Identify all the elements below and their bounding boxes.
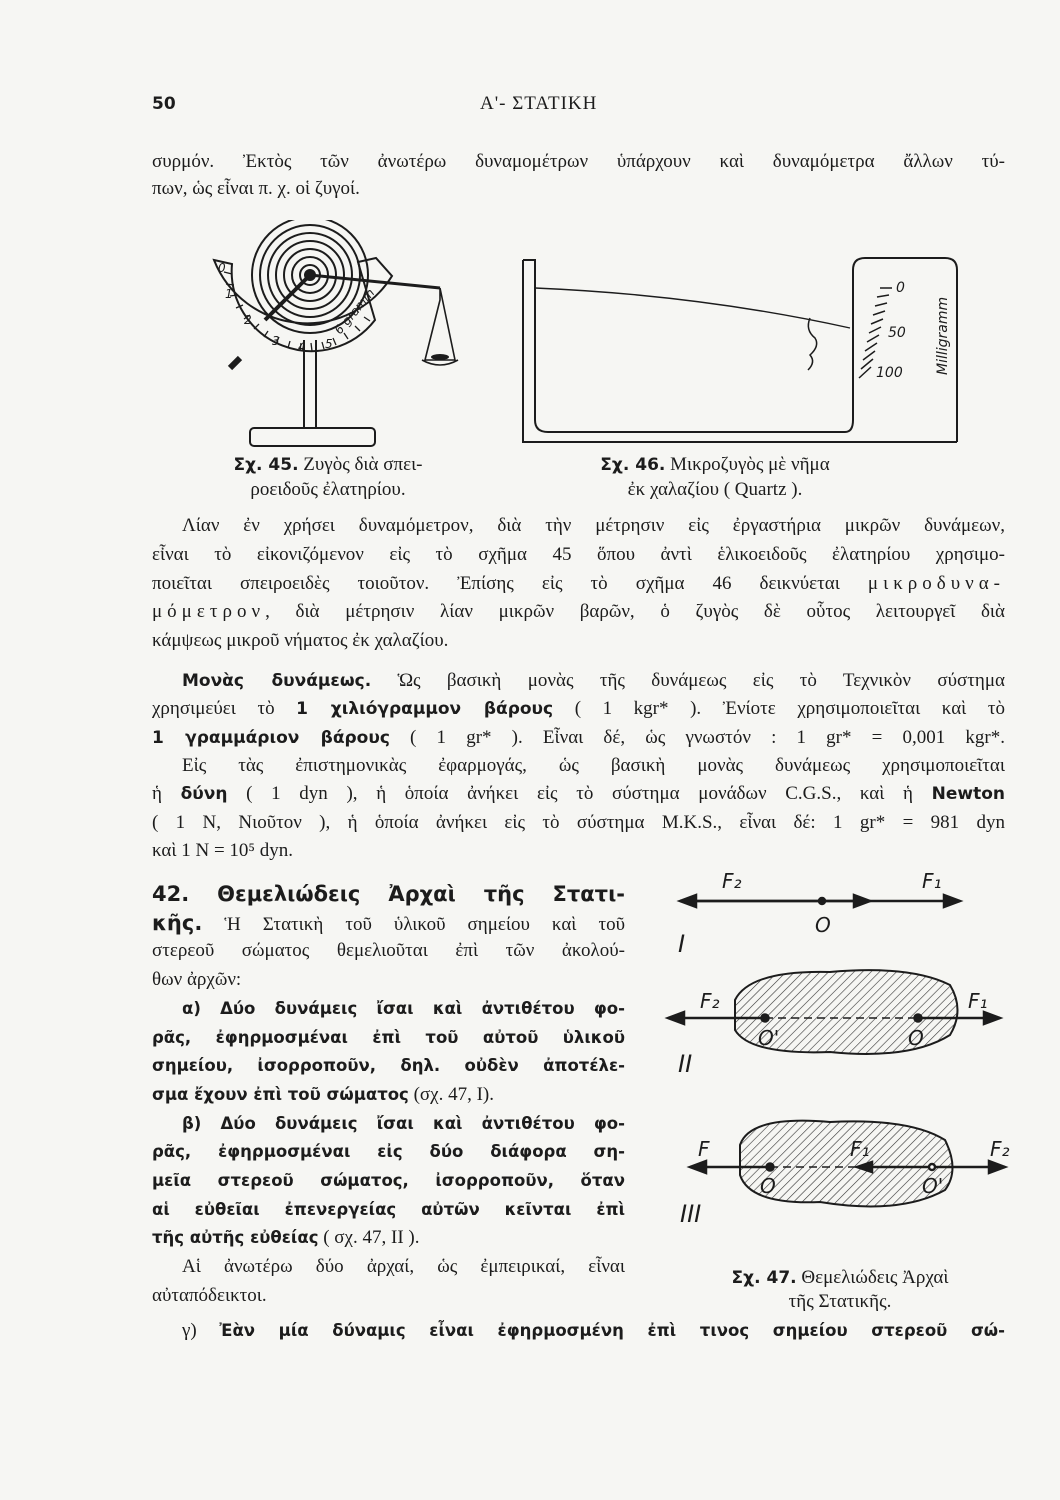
unit-label: Milligramm: [935, 296, 951, 375]
quartz-fiber: [535, 288, 850, 328]
diagram-III: [680, 1121, 1010, 1228]
text-line: [152, 695, 1005, 723]
scale-label: 100: [876, 365, 903, 381]
text-line: [182, 667, 1005, 695]
text-run: Θεμελιώδεις Ἀρχαὶ: [796, 1267, 949, 1288]
text-line: [152, 966, 625, 995]
text-line: [152, 541, 1005, 570]
emphasis-run: σημείου, ἰσορροποῦν, δηλ. οὐδὲν ἀποτέλε-: [152, 1056, 625, 1076]
figure-45-spiral-balance: [200, 220, 460, 460]
text-line: [152, 1224, 625, 1253]
running-title: Α'- ΣΤΑΤΙΚΗ: [480, 93, 598, 114]
text-run: χρησιμεύει τὸ: [152, 698, 297, 720]
emphasis-run: μεῖα στερεοῦ σώματος, ἰσορροποῦν, ὅταν: [152, 1171, 625, 1190]
text-run: ( 1 dyn ), ἡ ὁποία ἀνήκει εἰς τὸ σύστημα μονάδων C.G.S., καὶ ἡ: [227, 783, 932, 805]
emphasis-run: μόμετρον: [152, 601, 266, 623]
emphasis-run: 1 γραμμάριον βάρους: [152, 727, 390, 748]
text-line: [182, 1253, 625, 1282]
text-run: ἡ: [152, 783, 181, 805]
roman-numeral: III: [680, 1200, 702, 1228]
emphasis-run: σμα ἔχουν ἐπὶ τοῦ σώματος: [152, 1084, 409, 1104]
scale-label: 50: [888, 325, 906, 341]
emphasis-run: Σχ. 45.: [233, 455, 299, 475]
text-line: [152, 1282, 625, 1311]
text-line: [182, 1110, 625, 1139]
emphasis-run: αἱ εὐθεῖαι ἐπενεργείας αὐτῶν κεῖνται ἐπὶ: [152, 1199, 625, 1219]
text-run: ἐκ χαλαζίου ( Quartz ).: [627, 479, 803, 500]
point-label: O': [922, 1174, 944, 1198]
text-line: [152, 1081, 625, 1110]
text-line: [152, 148, 1005, 175]
text-run: ποιεῖται σπειροειδὲς τοιοῦτον. Ἐπίσης εἰς τὸ σχῆμα 46 δεικνύεται: [152, 572, 868, 594]
text-run: Ὡς βασικὴ μονὰς τῆς δυνάμεως εἰς τὸ Τεχνικὸν σύστημα: [371, 670, 1005, 691]
scale-label: 1: [225, 287, 233, 301]
emphasis-run: τῆς αὐτῆς εὐθείας: [152, 1228, 319, 1248]
point-label: O: [815, 913, 831, 937]
text-line: [585, 477, 845, 502]
text-line: [152, 1138, 625, 1167]
emphasis-run: κῆς.: [152, 910, 203, 935]
text-line: [152, 598, 1005, 627]
scale-label: 0: [218, 261, 226, 275]
force-label: F₁: [968, 989, 988, 1013]
emphasis-run: 1 χιλιόγραμμον βάρους: [296, 699, 554, 720]
force-label: F: [698, 1137, 710, 1161]
emphasis-run: μικροδυνα-: [867, 572, 1005, 594]
text-line: [700, 1290, 980, 1314]
emphasis-run: ρᾶς, ἐφηρμοσμέναι ἐπὶ τοῦ αὐτοῦ ὑλικοῦ: [152, 1027, 625, 1047]
scale-label: 2: [244, 313, 252, 327]
point-label: O': [758, 1026, 780, 1050]
force-label: F₂: [990, 1137, 1010, 1161]
emphasis-run: Σχ. 47.: [731, 1268, 797, 1288]
pointer: [265, 275, 310, 320]
scale-label: 3: [272, 334, 280, 348]
text-run: στερεοῦ σώματος θεμελιοῦται ἐπὶ τῶν ἀκολού-: [152, 940, 625, 962]
text-line: [152, 780, 1005, 808]
beam: [310, 275, 440, 288]
roman-numeral: I: [678, 930, 686, 958]
text-line: [152, 627, 1005, 656]
text-run: συρμόν. Ἐκτὸς τῶν ἀνωτέρω δυναμομέτρων ὑπάρχουν καὶ δυναμόμετρα ἄλλων τύ-: [152, 151, 1005, 172]
text-run: θων ἀρχῶν:: [152, 969, 242, 991]
emphasis-run: β) Δύο δυνάμεις ἴσαι καὶ ἀντιθέτου φο-: [182, 1113, 625, 1133]
emphasis-run: Σχ. 46.: [600, 455, 666, 475]
text-line: [152, 1052, 625, 1081]
text-line: [152, 1167, 625, 1196]
text-run: , διὰ μέτρησιν λίαν μικρῶν βαρῶν, ὁ ζυγὸς δὲ οὗτος λειτουργεῖ διὰ: [265, 601, 1005, 623]
point-label: O: [760, 1174, 776, 1198]
text-run: καὶ 1 N = 10⁵ dyn.: [152, 839, 294, 861]
text-run: Ζυγὸς διὰ σπει-: [298, 454, 423, 475]
force-label: F₁: [850, 1137, 870, 1161]
text-line: [182, 995, 625, 1024]
base: [250, 428, 375, 446]
hook: [808, 318, 817, 370]
roman-numeral: II: [678, 1050, 693, 1078]
text-run: γ): [182, 1320, 220, 1341]
emphasis-run: Ἐὰν μία δύναμις εἶναι ἐφηρμοσμένη ἐπὶ τινος σημείου στερεοῦ σώ-: [219, 1321, 1005, 1340]
text-line: [585, 452, 845, 477]
pan: [422, 288, 458, 365]
pointer-handle: [230, 358, 240, 368]
figure-47-principles: [660, 860, 1020, 1260]
scale-label: 5: [325, 337, 333, 351]
text-run: ροειδοῦς ἐλατηρίου.: [250, 479, 406, 500]
text-run: ( σχ. 47, II ).: [318, 1227, 420, 1249]
text-line: [152, 1196, 625, 1225]
emphasis-run: Newton: [931, 784, 1005, 805]
force-label: F₂: [722, 869, 742, 893]
text-run: τῆς Στατικῆς.: [788, 1291, 892, 1312]
text-line: [152, 175, 1005, 202]
emphasis-run: 42. Θεμελιώδεις Ἀρχαὶ τῆς Στατι-: [152, 882, 625, 906]
text-line: [152, 1024, 625, 1053]
text-run: Εἰς τὰς ἐπιστημονικὰς ἐφαρμογάς, ὡς βασικὴ μονὰς δυνάμεως χρησιμοποιεῖται: [182, 754, 1005, 776]
text-line: [198, 477, 458, 502]
text-run: αὐταπόδεικτοι.: [152, 1284, 267, 1306]
text-line: [700, 1266, 980, 1290]
text-line: [152, 909, 625, 938]
emphasis-run: α) Δύο δυνάμεις ἴσαι καὶ ἀντιθέτου φο-: [182, 998, 625, 1018]
point-label: O: [908, 1026, 924, 1050]
text-line: [152, 570, 1005, 599]
text-run: κάμψεως μικροῦ νήματος ἐκ χαλαζίου.: [152, 630, 449, 652]
text-line: [182, 1316, 1005, 1345]
text-run: ( 1 gr* ). Εἶναι δέ, ὡς γνωστόν : 1 gr* = 0,001 kgr*.: [389, 726, 1005, 748]
force-label: F₂: [700, 989, 720, 1013]
text-run: Μικροζυγὸς μὲ νῆμα: [665, 454, 830, 475]
frame: [523, 258, 957, 442]
emphasis-run: Μονὰς δυνάμεως.: [182, 671, 372, 691]
figure-46-microbalance: [520, 250, 970, 450]
text-line: [182, 752, 1005, 780]
stand: [304, 340, 316, 428]
text-run: Λίαν ἐν χρήσει δυναμόμετρον, διὰ τὴν μέτρησιν εἰς ἐργαστήρια μικρῶν δυνάμεων,: [182, 515, 1005, 536]
text-run: Αἱ ἀνωτέρω δύο ἀρχαί, ὡς ἐμπειρικαί, εἶναι: [182, 1256, 625, 1278]
text-run: πων, ὡς εἶναι π. χ. οἱ ζυγοί.: [152, 178, 360, 199]
diagram-I: [678, 869, 960, 958]
scale-label: 6 gramm: [331, 285, 378, 337]
text-line: [182, 512, 1005, 541]
text-run: εἶναι τὸ εἰκονιζόμενον εἰς τὸ σχῆμα 45 ὅπου ἀντὶ ἑλικοειδοῦς ἐλατηρίου χρησιμο-: [152, 543, 1005, 565]
diagram-II: [668, 970, 1000, 1078]
text-run: ( 1 kgr* ). Ἐνίοτε χρησιμοποιεῖται καὶ τὸ: [553, 698, 1005, 720]
text-run: Ἡ Στατικὴ τοῦ ὑλικοῦ σημείου καὶ τοῦ: [202, 913, 625, 935]
text-line: [152, 880, 625, 909]
scale-label: 4: [298, 340, 306, 354]
scale-label: 0: [896, 280, 905, 296]
emphasis-run: δύνη: [180, 784, 228, 805]
page-number: 50: [152, 94, 176, 114]
emphasis-run: ρᾶς, ἐφηρμοσμέναι εἰς δύο διάφορα ση-: [152, 1142, 625, 1162]
text-run: (σχ. 47, I).: [408, 1083, 495, 1105]
text-line: [152, 937, 625, 966]
force-label: F₁: [922, 869, 942, 893]
text-line: [152, 809, 1005, 837]
text-line: [152, 724, 1005, 752]
text-run: ( 1 N, Νιοῦτον ), ἡ ὁποία ἀνήκει εἰς τὸ σύστημα M.K.S., εἶναι δέ: 1 gr* = 981 dyn: [152, 811, 1005, 833]
